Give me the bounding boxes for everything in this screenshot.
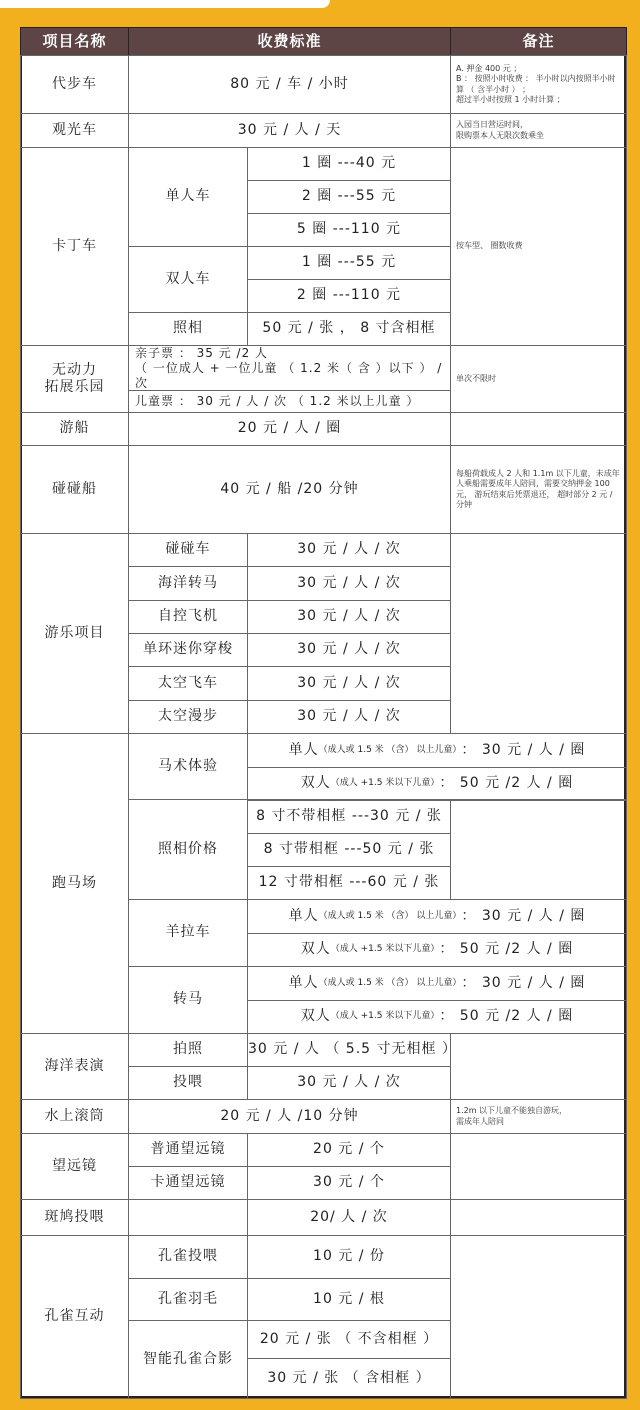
- row-name: 游船: [20, 412, 129, 446]
- row-name: 斑鸠投喂: [20, 1199, 129, 1236]
- fee: 2 圈 ---110 元: [247, 279, 451, 313]
- fee-yang-double: [247, 933, 627, 968]
- fee-part: ： 30 元 / 人 / 圈: [461, 907, 586, 924]
- sub-name: 自控飞机: [128, 600, 248, 634]
- sub-name: 海洋转马: [128, 566, 248, 600]
- fee-part: 单人: [288, 974, 319, 991]
- fee: 8 寸带相框 ---50 元 / 张: [247, 833, 451, 867]
- sub-name: 单环迷你穿梭: [128, 633, 248, 667]
- sub-name: 孔雀投喂: [128, 1235, 248, 1279]
- fee-part: 双人: [300, 1008, 331, 1024]
- fee-parent-child: [128, 345, 451, 391]
- fee-zhuan-single: [247, 966, 627, 1001]
- fee: 30 元 / 人 / 次: [247, 700, 451, 734]
- top-banner-edge: [0, 0, 330, 8]
- sub-name: 孔雀羽毛: [128, 1278, 248, 1321]
- row-name: 望远镜: [20, 1133, 129, 1200]
- fee: 10 元 / 份: [247, 1235, 451, 1279]
- row-name: 游乐项目: [20, 533, 129, 734]
- sub-name: 照相: [128, 312, 248, 346]
- note: [450, 533, 627, 734]
- sub-name: 转马: [128, 966, 248, 1034]
- fee: 80 元 / 车 / 小时: [128, 55, 451, 114]
- fee: 20 元 / 人 /10 分钟: [128, 1099, 451, 1134]
- row-name: 水上滚筒: [20, 1099, 129, 1134]
- fee: 30 元 / 人 / 次: [247, 600, 451, 634]
- sub-name: 卡通望远镜: [128, 1166, 248, 1200]
- fee: 30 元 / 人 / 次: [247, 633, 451, 667]
- fee: 30 元 / 人 / 次: [247, 533, 451, 567]
- note: 入园当日营运时间， 限购票本人无限次数乘坐: [450, 113, 627, 148]
- fee-part: ： 30 元 / 人 / 圈: [461, 974, 586, 991]
- fee: 20 元 / 个: [247, 1133, 451, 1167]
- fee: 30 元 / 人 / 天: [128, 113, 451, 148]
- sub-name: [128, 1199, 248, 1236]
- sub-name: 双人车: [128, 246, 248, 313]
- fee: 50 元 / 张 ， 8 寸含相框: [247, 312, 451, 346]
- sub-name: 碰碰车: [128, 533, 248, 567]
- fee: 20 元 / 张 （ 不含相框 ）: [247, 1320, 451, 1359]
- row-name: 海洋表演: [20, 1033, 129, 1100]
- row-name: 孔雀互动: [20, 1235, 129, 1399]
- fee-part: 双人: [300, 775, 331, 791]
- fee: 1 圈 ---40 元: [247, 147, 451, 181]
- sub-name: 马术体验: [128, 733, 248, 800]
- fee: 30 元 / 张 （ 含相框 ）: [247, 1358, 451, 1399]
- fee-part: 双人: [300, 941, 331, 957]
- header-fee: 收费标准: [128, 27, 451, 56]
- note: [450, 1133, 627, 1200]
- sub-name: 太空飞车: [128, 666, 248, 700]
- sub-name: 投喂: [128, 1066, 248, 1100]
- note: [450, 1033, 627, 1100]
- row-name: 代步车: [20, 55, 129, 114]
- fee-part: ： 50 元 /2 人 / 圈: [439, 775, 574, 791]
- fee: 12 寸带相框 ---60 元 / 张: [247, 866, 451, 900]
- note: [450, 1235, 627, 1399]
- fee: 30 元 / 人 （ 5.5 寸无相框 ）: [247, 1033, 451, 1067]
- fee-part: ： 30 元 / 人 / 圈: [461, 741, 586, 758]
- note: A. 押金 400 元 ； B ： 按照小时收费 ： 半小时以内按照半小时算 （ 含半小时 ） ； 超过半小时按照 1 小时计算 ；: [450, 55, 627, 114]
- fee-mashu-double: [247, 767, 627, 802]
- row-name: 无动力 拓展乐园: [20, 345, 129, 413]
- fee-part: （成人 +1.5 米以下儿童）: [330, 1011, 440, 1022]
- fee: 30 元 / 人 / 次: [247, 666, 451, 700]
- fee-part: （成人或 1.5 米 （含） 以上儿童）: [318, 744, 462, 755]
- sub-name: 单人车: [128, 147, 248, 247]
- fee-yang-single: [247, 899, 627, 934]
- fee-part: ： 50 元 /2 人 / 圈: [439, 941, 574, 957]
- fee-mashu-single: [247, 733, 627, 768]
- fee: 30 元 / 人 / 次: [247, 566, 451, 600]
- row-name: 跑马场: [20, 733, 129, 1034]
- note: [450, 1199, 627, 1236]
- fee: 8 寸不带相框 ---30 元 / 张: [247, 799, 451, 834]
- fee: 30 元 / 个: [247, 1166, 451, 1200]
- header-note: 备注: [450, 27, 627, 56]
- row-name: 碰碰船: [20, 445, 129, 534]
- sub-name: 普通望远镜: [128, 1133, 248, 1167]
- fee-part: （成人或 1.5 米 （含） 以上儿童）: [318, 910, 462, 921]
- note: [450, 412, 627, 446]
- fee-zhuan-double: [247, 1000, 627, 1035]
- fee-part: （成人 +1.5 米以下儿童）: [330, 778, 440, 789]
- fee: 1 圈 ---55 元: [247, 246, 451, 280]
- header-name: 项目名称: [20, 27, 129, 56]
- fee-part: 单人: [288, 741, 319, 758]
- note: 单次不限时: [450, 345, 627, 413]
- fee: 20/ 人 / 次: [247, 1199, 451, 1236]
- sub-name: 智能孔雀合影: [128, 1320, 248, 1399]
- fee: 2 圈 ---55 元: [247, 180, 451, 214]
- fee: 40 元 / 船 /20 分钟: [128, 445, 451, 534]
- sub-name: 羊拉车: [128, 899, 248, 967]
- sub-name: 拍照: [128, 1033, 248, 1067]
- fee-part: （成人 +1.5 米以下儿童）: [330, 944, 440, 955]
- fee: 儿童票 ： 30 元 / 人 / 次 （ 1.2 米以上儿童 ）: [128, 390, 451, 413]
- row-name: 观光车: [20, 113, 129, 148]
- fee-line: 亲子票 ： 35 元 /2 人: [135, 345, 269, 360]
- fee: 10 元 / 根: [247, 1278, 451, 1321]
- note: [450, 799, 627, 900]
- sub-name: 照相价格: [128, 799, 248, 900]
- fee: 30 元 / 人 / 次: [247, 1066, 451, 1100]
- fee-line: （ 一位成人 + 一位儿童 （ 1.2 米（ 含 ）以下 ） / 次: [135, 360, 443, 390]
- note: 按车型、 圈数收费: [450, 147, 627, 346]
- fee-part: ： 50 元 /2 人 / 圈: [439, 1008, 574, 1024]
- fee-part: 单人: [288, 907, 319, 924]
- fee: 5 圈 ---110 元: [247, 213, 451, 247]
- fee-part: （成人或 1.5 米 （含） 以上儿童）: [318, 977, 462, 988]
- note: 1.2m 以下儿童不能独自游玩， 需成年人陪同: [450, 1099, 627, 1134]
- row-name: 卡丁车: [20, 147, 129, 346]
- note: 每船荷载成人 2 人和 1.1m 以下儿童，未成年人乘船需要成年人陪同，需要交纳押金 100 元， 游玩结束后凭票退还， 超时部分 2 元 / 分钟: [450, 445, 627, 534]
- sub-name: 太空漫步: [128, 700, 248, 734]
- fee: 20 元 / 人 / 圈: [128, 412, 451, 446]
